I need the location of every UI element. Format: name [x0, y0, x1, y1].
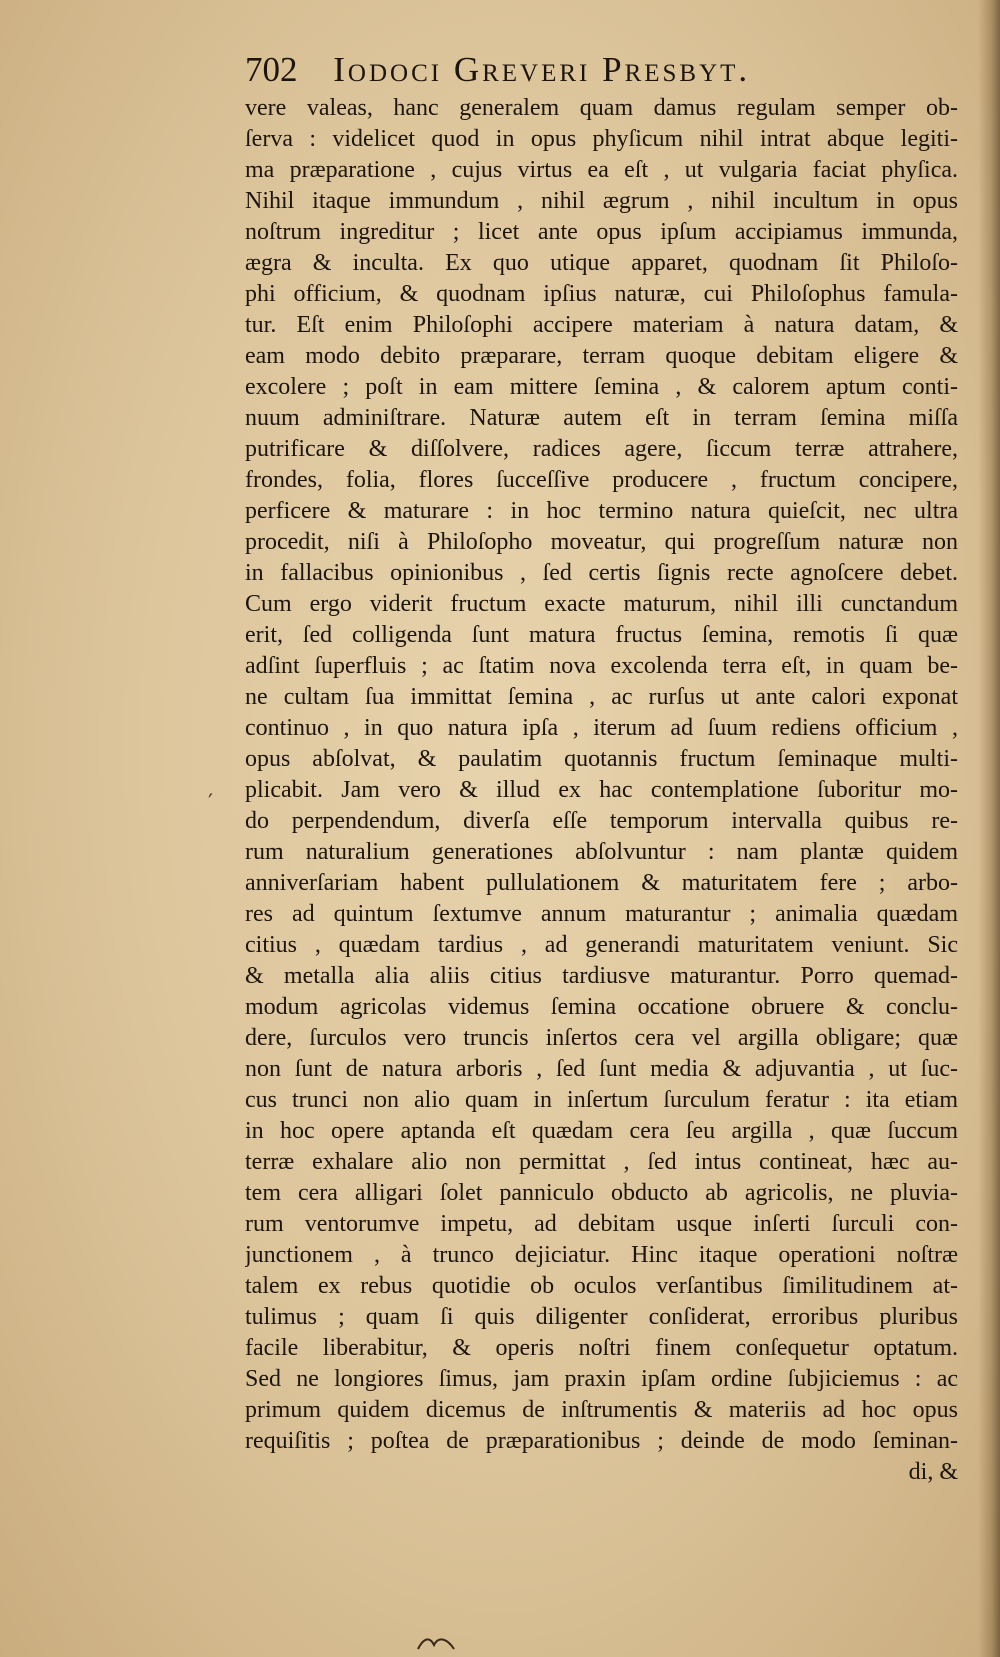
- text-line: tur. Eſt enim Philoſophi accipere materiam à natura datam, &: [245, 312, 958, 338]
- text-line: nuum adminiſtrare. Naturæ autem eſt in terram ſemina miſſa: [245, 405, 958, 431]
- text-line: talem ex rebus quotidie ob oculos verſantibus ſimilitudinem at-: [245, 1273, 958, 1299]
- body-text: [245, 93, 958, 1488]
- text-line: opus abſolvat, & paulatim quotannis fructum ſeminaque multi-: [245, 746, 958, 772]
- text-line: adſint ſuperfluis ; ac ſtatim nova excolenda terra eſt, in quam be-: [245, 653, 958, 679]
- margin-tick-mark: ′: [208, 791, 213, 816]
- text-line: rum naturalium generationes abſolvuntur : nam plantæ quidem: [245, 839, 958, 865]
- text-line: facile liberabitur, & operis noſtri finem conſequetur optatum.: [245, 1335, 958, 1361]
- text-line: plicabit. Jam vero & illud ex hac contemplatione ſuboritur mo-: [245, 777, 958, 803]
- text-line: modum agricolas videmus ſemina occatione obruere & conclu-: [245, 994, 958, 1020]
- text-line: cus trunci non alio quam in inſertum ſurculum feratur : ita etiam: [245, 1087, 958, 1113]
- text-line: continuo , in quo natura ipſa , iterum ad ſuum rediens officium ,: [245, 715, 958, 741]
- text-line: & metalla alia aliis citius tardiusve maturantur. Porro quemad-: [245, 963, 958, 989]
- text-line: primum quidem dicemus de inſtrumentis & materiis ad hoc opus: [245, 1397, 958, 1423]
- text-line: putrificare & diſſolvere, radices agere, ſiccum terræ attrahere,: [245, 436, 958, 462]
- text-line: res ad quintum ſextumve annum maturantur ; animalia quædam: [245, 901, 958, 927]
- text-line: non ſunt de natura arboris , ſed ſunt media & adjuvantia , ut ſuc-: [245, 1056, 958, 1082]
- text-line: perficere & maturare : in hoc termino natura quieſcit, nec ultra: [245, 498, 958, 524]
- text-line: phi officium, & quodnam ipſius naturæ, cui Philoſophus famula-: [245, 281, 958, 307]
- text-line: Cum ergo viderit fructum exacte maturum, nihil illi cunctandum: [245, 591, 958, 617]
- text-line: frondes, folia, flores ſucceſſive producere , fructum concipere,: [245, 467, 958, 493]
- text-line: ægra & inculta. Ex quo utique apparet, quodnam ſit Philoſo-: [245, 250, 958, 276]
- text-line: procedit, niſi à Philoſopho moveatur, qui progreſſum naturæ non: [245, 529, 958, 555]
- text-line: do perpendendum, diverſa eſſe temporum intervalla quibus re-: [245, 808, 958, 834]
- text-line: in hoc opere aptanda eſt quædam cera ſeu argilla , quæ ſuccum: [245, 1118, 958, 1144]
- text-line: dere, ſurculos vero truncis inſertos cera vel argilla obligare; quæ: [245, 1025, 958, 1051]
- text-line: ſerva : videlicet quod in opus phyſicum nihil intrat abque legiti-: [245, 126, 958, 152]
- page-gutter-shadow: [978, 0, 1000, 1657]
- text-line: tulimus ; quam ſi quis diligenter conſiderat, erroribus pluribus: [245, 1304, 958, 1330]
- text-line: eam modo debito præparare, terram quoque debitam eligere &: [245, 343, 958, 369]
- text-line: junctionem , à trunco dejiciatur. Hinc itaque operationi noſtræ: [245, 1242, 958, 1268]
- text-line: rum ventorumve impetu, ad debitam usque inſerti ſurculi con-: [245, 1211, 958, 1237]
- page-header: [245, 50, 885, 92]
- catchword: di, &: [908, 1459, 958, 1485]
- text-line: citius , quædam tardius , ad generandi maturitatem veniunt. Sic: [245, 932, 958, 958]
- ornament-flourish: [416, 1633, 456, 1653]
- text-line: anniverſariam habent pullulationem & maturitatem fere ; arbo-: [245, 870, 958, 896]
- text-line: ne cultam ſua immittat ſemina , ac rurſus ut ante calori exponat: [245, 684, 958, 710]
- text-line: ma præparatione , cujus virtus ea eſt , ut vulgaria faciat phyſica.: [245, 157, 958, 183]
- text-line: excolere ; poſt in eam mittere ſemina , & calorem aptum conti-: [245, 374, 958, 400]
- text-line: requiſitis ; poſtea de præparationibus ; deinde de modo ſeminan-: [245, 1428, 958, 1454]
- text-line: tem cera alligari ſolet panniculo obducto ab agricolis, ne pluvia-: [245, 1180, 958, 1206]
- text-line: vere valeas, hanc generalem quam damus regulam semper ob-: [245, 95, 958, 121]
- page-number: 702: [245, 50, 298, 89]
- text-line: Sed ne longiores ſimus, jam praxin ipſam ordine ſubjiciemus : ac: [245, 1366, 958, 1392]
- text-line: Nihil itaque immundum , nihil ægrum , nihil incultum in opus: [245, 188, 958, 214]
- text-line: noſtrum ingreditur ; licet ante opus ipſum accipiamus immunda,: [245, 219, 958, 245]
- text-line: terræ exhalare alio non permittat , ſed intus contineat, hæc au-: [245, 1149, 958, 1175]
- text-line: in fallacibus opinionibus , ſed certis ſignis recte agnoſcere debet.: [245, 560, 958, 586]
- running-title: Iodoci Greveri Presbyt.: [333, 50, 751, 89]
- text-line: erit, ſed colligenda ſunt matura fructus ſemina, remotis ſi quæ: [245, 622, 958, 648]
